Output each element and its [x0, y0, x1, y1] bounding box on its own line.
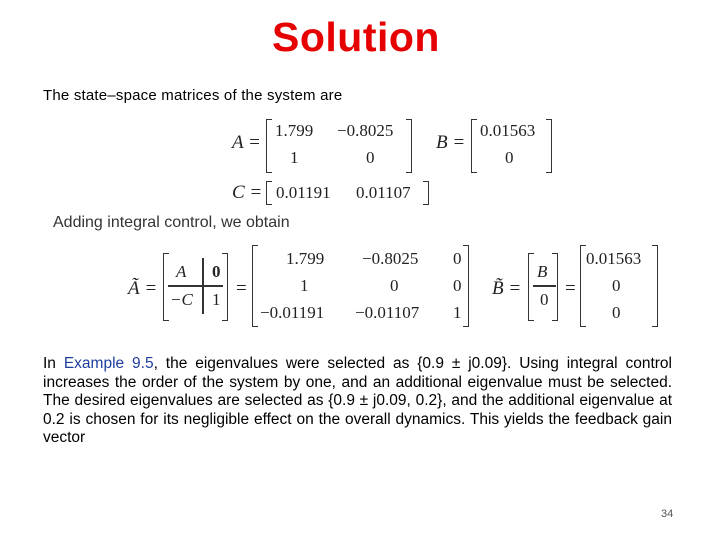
equals-sign: = — [565, 278, 576, 299]
matrix-cell: 0 — [453, 249, 462, 268]
matrix-cell: 0 — [453, 276, 462, 295]
bracket-right — [463, 245, 469, 327]
matrix-a-label: A = — [232, 132, 261, 153]
page-number: 34 — [661, 508, 674, 520]
bracket-left — [266, 181, 272, 205]
matrix-cell: 1 — [300, 276, 309, 295]
bracket-left — [163, 253, 169, 321]
bracket-right — [423, 181, 429, 205]
matrix-cell: −0.8025 — [337, 121, 394, 140]
matrix-cell: 0 — [612, 303, 621, 322]
matrix-cell: 1.799 — [286, 249, 325, 268]
bracket-right — [552, 253, 558, 321]
augmented-a-label: Ã = — [128, 278, 158, 299]
matrix-cell: 0 — [612, 276, 621, 295]
bracket-right — [546, 119, 552, 173]
matrix-cell: 1 — [453, 303, 462, 322]
matrix-cell: 0.01563 — [586, 249, 642, 268]
augmented-caption: Adding integral control, we obtain — [53, 214, 290, 231]
bracket-left — [252, 245, 258, 327]
paragraph-text-start: In — [43, 355, 64, 372]
paragraph-text-rest: , the eigenvalues were selected as {0.9 ± j0.09}. Using integral control increases the order of the system by one, and an additional eigenvalue must be selected. The desired eigenvalues are selected as {0.9 ± j0.09, 0.2}, and the additional eigenvalue at 0.2 is chosen for its negligible effect on the overall dynamics. This yields the feedback gain vector — [43, 355, 672, 446]
matrix-cell: 0 — [505, 148, 514, 167]
block-divider-horizontal — [168, 285, 223, 287]
matrix-cell: 0 — [366, 148, 375, 167]
matrix-cell: 0.01563 — [480, 121, 536, 140]
block-cell: 0 — [212, 262, 221, 281]
block-cell: 0 — [540, 290, 549, 309]
augmented-b-label: B̃ = — [492, 278, 522, 299]
intro-text: The state–space matrices of the system are — [43, 87, 343, 104]
bracket-right — [406, 119, 412, 173]
bracket-left — [266, 119, 272, 173]
matrix-cell: 0.01191 — [276, 183, 331, 202]
bracket-right — [652, 245, 658, 327]
matrix-cell: −0.01191 — [260, 303, 325, 322]
block-cell: B — [537, 262, 548, 281]
equals-sign: = — [236, 278, 247, 299]
bracket-left — [471, 119, 477, 173]
matrix-cell: −0.8025 — [362, 249, 419, 268]
matrix-cell: 1.799 — [275, 121, 314, 140]
example-link[interactable]: Example 9.5 — [63, 355, 154, 372]
block-cell: −C — [170, 290, 193, 309]
matrix-cell: −0.01107 — [355, 303, 420, 322]
bracket-left — [528, 253, 534, 321]
matrix-b-label: B = — [436, 132, 466, 153]
body-paragraph — [43, 355, 672, 448]
matrix-cell: 0 — [390, 276, 399, 295]
matrix-cell: 1 — [290, 148, 299, 167]
matrix-c-label: C = — [232, 182, 263, 203]
matrix-cell: 0.01107 — [356, 183, 411, 202]
block-cell: 1 — [212, 290, 221, 309]
block-cell: A — [176, 262, 187, 281]
bracket-right — [222, 253, 228, 321]
slide-title: Solution — [272, 14, 440, 60]
